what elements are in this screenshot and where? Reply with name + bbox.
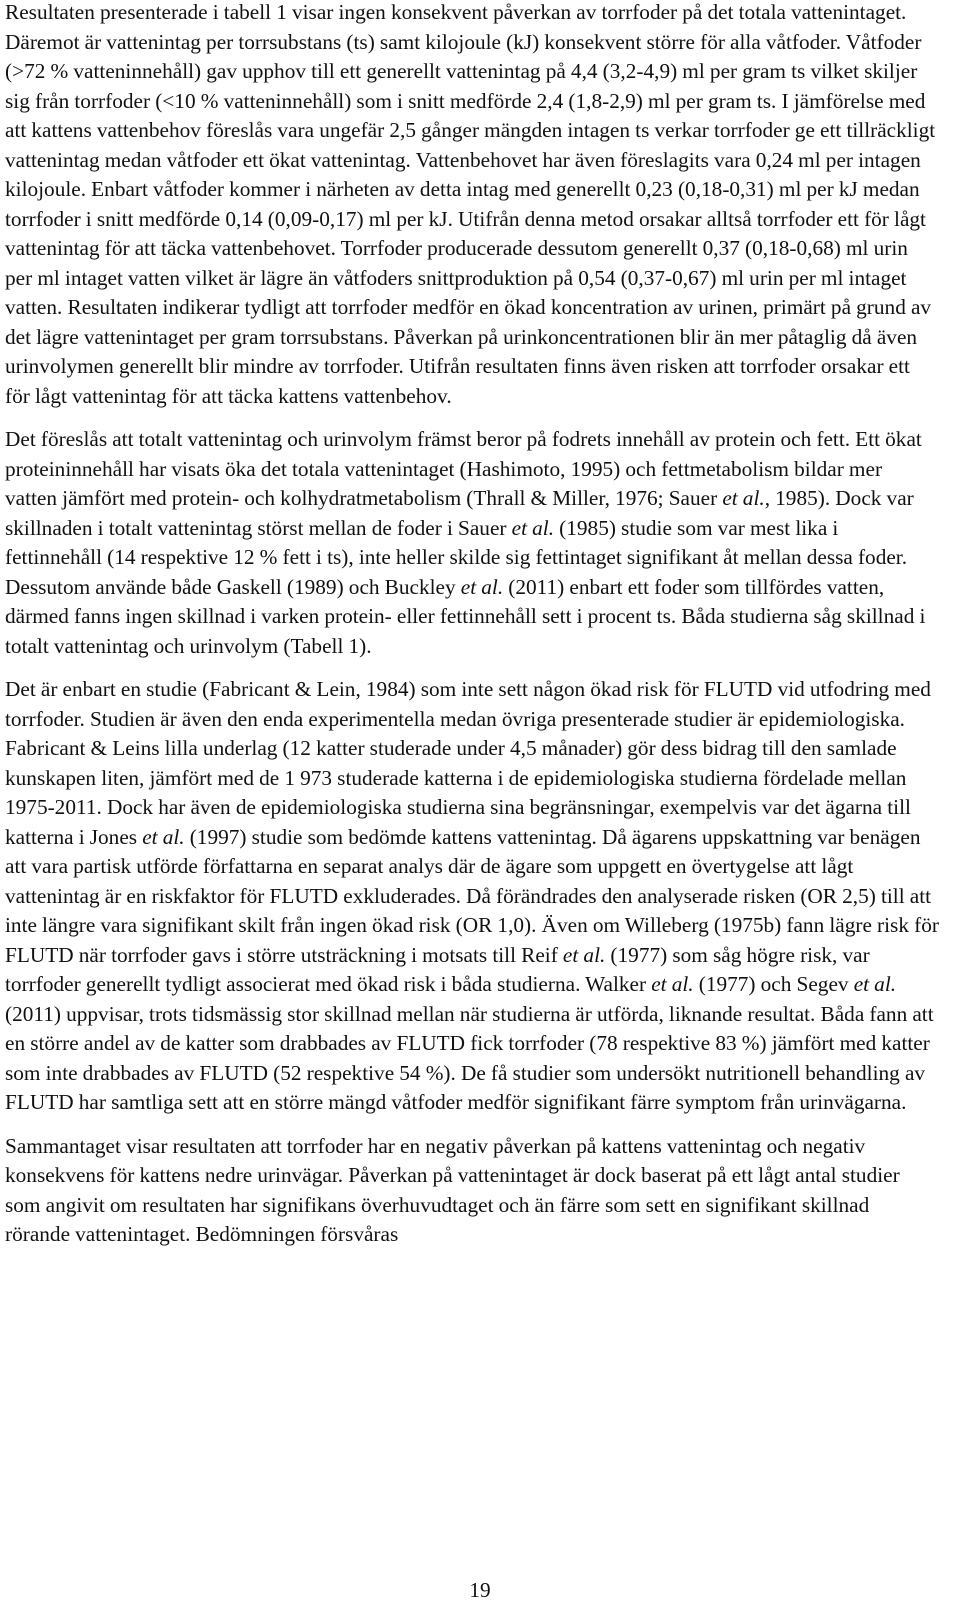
text-run: , 1985). Dock var skillnaden i totalt vattenintag störst mellan de foder i Sauer (5, 486, 914, 540)
italic-et-al: et al. (460, 574, 504, 599)
text-run: Det föreslås att totalt vattenintag och urinvolym främst beror på fodrets innehåll av protein och fett. Ett ökat proteininnehåll har visats öka det totala vattenintaget (Hashimoto, 1995) och fettmetabolism bildar mer vatten jämfört med protein- och kolhydratmetabolism (Thrall & Miller, 1976; Sauer (5, 427, 922, 510)
text-run: (1977) som såg högre risk, var torrfoder generellt tydligt associerat med ökad risk i båda studierna. Walker (5, 942, 870, 996)
text-run: (1977) och Segev (693, 972, 854, 996)
paragraph-protein-fat (5, 425, 939, 661)
text-run: (2011) uppvisar, trots tidsmässig stor skillnad mellan när studierna är utförda, liknande resultat. Båda fann att en större andel av de katter som drabbades av FLUTD fick torrfoder (78 respektive 83 %) jämfört med katter som inte drabbades av FLUTD (52 respektive 54 %). De få studier som undersökt nutritionell behandling av FLUTD har samtliga sett att en större mängd våtfoder medför signifikant färre symptom från urinvägarna. (5, 1001, 934, 1114)
italic-et-al: et al. (853, 972, 897, 996)
paragraph-summary: Sammantaget visar resultaten att torrfoder har en negativ påverkan på kattens vattenintag och negativ konsekvens för kattens nedre urinvägar. Påverkan på vattenintaget är dock baserat på ett lågt antal studier som angivit om resultaten har signifikans överhuvudtaget och än färre som sett en signifikant skillnad rörande vattenintaget. Bedömningen försvåras (5, 1133, 900, 1246)
text-run: (1985) studie som var mest lika i fettinnehåll (14 respektive 12 % fett i ts), inte heller skilde sig fettintaget signifikant åt mellan dessa foder. Dessutom använde både Gaskell (1989) och Buckley (5, 515, 908, 599)
page-number: 19 (469, 1578, 491, 1602)
italic-et-al: et al. (651, 972, 694, 996)
italic-et-al: et al. (511, 515, 555, 540)
paragraph-results-water-intake: Resultaten presenterade i tabell 1 visar ingen konsekvent påverkan av torrfoder på det totala vattenintaget. Däremot är vattenintag per torrsubstans (ts) samt kilojoule (kJ) konsekvent större för alla våtfoder. Våtfoder (>72 % vatteninnehåll) gav upphov till ett generellt vattenintag på 4,4 (3,2-4,9) ml per gram ts vilket skiljer sig från torrfoder (<10 % vatteninnehåll) som i snitt medförde 2,4 (1,8-2,9) ml per gram ts. I jämförelse med att kattens vattenbehov föreslås vara ungefär 2,5 gånger mängden intagen ts verkar torrfoder ge ett tillräckligt vattenintag medan våtfoder ett ökat vattenintag. Vattenbehovet har även föreslagits vara 0,24 ml per intagen kilojoule. Enbart våtfoder kommer i närheten av detta intag med generellt 0,23 (0,18-0,31) ml per kJ medan torrfoder i snitt medförde 0,14 (0,09-0,17) ml per kJ. Utifrån denna metod orsakar alltså torrfoder ett för lågt vattenintag för att täcka vattenbehovet. Torrfoder producerade dessutom generellt 0,37 (0,18-0,68) ml urin per ml intaget vatten vilket är lägre än våtfoders snittproduktion på 0,54 (0,37-0,67) ml urin per ml intaget vatten. Resultaten indikerar tydligt att torrfoder medför en ökad koncentration av urinen, primärt på grund av det lägre vattenintaget per gram torrsubstans. Påverkan på urinkoncentrationen blir än mer påtaglig då även urinvolymen generellt blir mindre av torrfoder. Utifrån resultaten finns även risken att torrfoder orsakar ett för lågt vattenintag för att täcka kattens vattenbehov. (5, 0, 936, 408)
italic-et-al: et al. (142, 824, 185, 849)
text-run: (2011) enbart ett foder som tillfördes vatten, därmed fanns ingen skillnad i varken protein- eller fettinnehåll sett i procent ts. Båda studierna såg skillnad i totalt vattenintag och urinvolym (Tabell 1). (5, 574, 926, 658)
italic-et-al: et al. (562, 942, 606, 967)
document-page (5, 0, 939, 1250)
text-run: Det är enbart en studie (Fabricant & Lein, 1984) som inte sett någon ökad risk för FLUTD vid utfodring med torrfoder. Studien är även den enda experimentella medan övriga presenterade studier är epidemiologiska. Fabricant & Leins lilla underlag (12 katter studerade under 4,5 månader) gör dess bidrag till den samlade kunskapen liten, jämfört med de 1 973 studerade katterna i de epidemiologiska studierna fördelade mellan 1975-2011. Dock har även de epidemiologiska studierna sina begränsningar, exempelvis var det ägarna till katterna i Jones (5, 677, 931, 849)
text-run: (1997) studie som bedömde kattens vattenintag. Då ägarens uppskattning var benägen att vara partisk utförde författarna en separat analys där de ägare som uppgett en övertygelse att lågt vattenintag är en riskfaktor för FLUTD exkluderades. Då förändrades den analyserade risken (OR 2,5) till att inte längre vara signifikant skilt från ingen ökad risk (OR 1,0). Även om Willeberg (1975b) fann lägre risk för FLUTD när torrfoder gavs i större utsträckning i motsats till Reif (5, 824, 939, 967)
italic-et-al: et al. (722, 486, 765, 510)
paragraph-flutd-studies (5, 675, 939, 1118)
